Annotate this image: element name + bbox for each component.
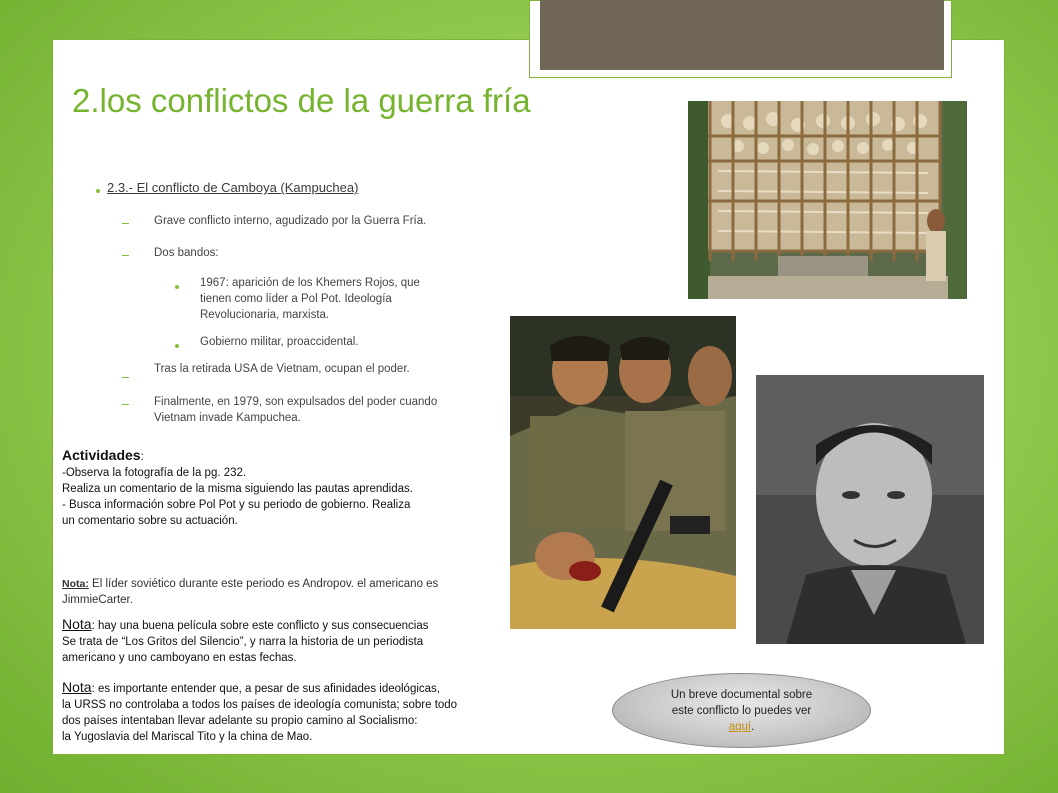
note-2-line-2: Se trata de “Los Gritos del Silencio”, y narra la historia de un periodista — [62, 636, 424, 648]
dash-icon — [122, 404, 129, 405]
memorial-skulls-illustration — [688, 101, 967, 299]
documentary-link[interactable]: aquí — [728, 720, 752, 733]
note-3-line-3: dos países intentaban llevar adelante su propio camino al Socialismo: — [62, 715, 418, 727]
note-3-label: Nota — [62, 679, 92, 695]
note-1 — [62, 576, 438, 608]
note-2-label: Nota — [62, 616, 92, 632]
note-1-label: Nota: — [62, 578, 89, 590]
activities-line-3: - Busca información sobre Pol Pot y su periodo de gobierno. Realiza — [62, 499, 411, 511]
side-2: Gobierno militar, proaccidental. — [200, 336, 359, 348]
activities-block: Actividades: -Observa la fotografía de la pg. 232. Realiza un comentario de la misma siguiendo las pautas aprendidas. - Busca información sobre Pol Pot y su periodo de gobierno. Realiza un comentario sobre su actuación. — [62, 447, 413, 527]
bullet-dot-icon — [96, 189, 100, 193]
portrait-illustration — [756, 375, 984, 644]
side-1 — [200, 275, 420, 323]
pol-pot-portrait — [756, 375, 984, 644]
point-4-line-1: Finalmente, en 1979, son expulsados del poder cuando — [154, 396, 438, 408]
title-tab-image — [540, 0, 944, 70]
side-1-line-1: 1967: aparición de los Khemers Rojos, que — [200, 277, 420, 289]
point-2: Dos bandos: — [154, 247, 219, 259]
dash-icon — [122, 223, 129, 224]
point-1: Grave conflicto interno, agudizado por la Guerra Fría. — [154, 215, 427, 227]
side-1-line-3: Revolucionaria, marxista. — [200, 309, 330, 321]
side-1-line-2: tienen como líder a Pol Pot. Ideología — [200, 293, 392, 305]
documentary-text-block — [667, 687, 817, 735]
note-3-line-1: : es importante entender que, a pesar de sus afinidades ideológicas, — [91, 683, 440, 695]
dash-icon — [122, 377, 129, 378]
point-4-line-2: Vietnam invade Kampuchea. — [154, 412, 301, 424]
dash-icon — [122, 255, 129, 256]
bullet-dot-icon — [175, 285, 179, 289]
soldiers-illustration — [510, 316, 736, 629]
note-3-line-4: la Yugoslavia del Mariscal Tito y la china de Mao. — [62, 731, 313, 743]
note-2 — [62, 616, 428, 666]
activities-heading: Actividades — [62, 447, 141, 463]
activities-line-1: -Observa la fotografía de la pg. 232. — [62, 467, 247, 479]
note-1-line-1: El líder soviético durante este periodo es Andropov. el americano es — [88, 578, 439, 590]
note-1-line-2: JimmieCarter. — [62, 594, 133, 606]
point-4 — [154, 394, 437, 426]
note-3-line-2: la URSS no controlaba a todos los países de ideología comunista; sobre todo — [62, 699, 458, 711]
activities-line-4: un comentario sobre su actuación. — [62, 515, 238, 527]
documentary-tail: . — [751, 720, 755, 733]
documentary-text: Un breve documental sobre este conflicto lo puedes ver — [670, 688, 813, 717]
documentary-callout — [612, 673, 871, 748]
page-title: 2.los conflictos de la guerra fría — [72, 82, 531, 119]
bullet-dot-icon — [175, 344, 179, 348]
note-2-line-3: americano y uno camboyano en estas fechas. — [62, 652, 297, 664]
memorial-skulls-photo — [688, 101, 967, 299]
soldiers-photo — [510, 316, 736, 629]
note-2-line-1: : hay una buena película sobre este conflicto y sus consecuencias — [91, 620, 429, 632]
activities-line-2: Realiza un comentario de la misma siguiendo las pautas aprendidas. — [62, 483, 413, 495]
note-3 — [62, 679, 457, 745]
subheading: 2.3.- El conflicto de Camboya (Kampuchea) — [107, 180, 359, 195]
point-3: Tras la retirada USA de Vietnam, ocupan el poder. — [154, 363, 410, 375]
